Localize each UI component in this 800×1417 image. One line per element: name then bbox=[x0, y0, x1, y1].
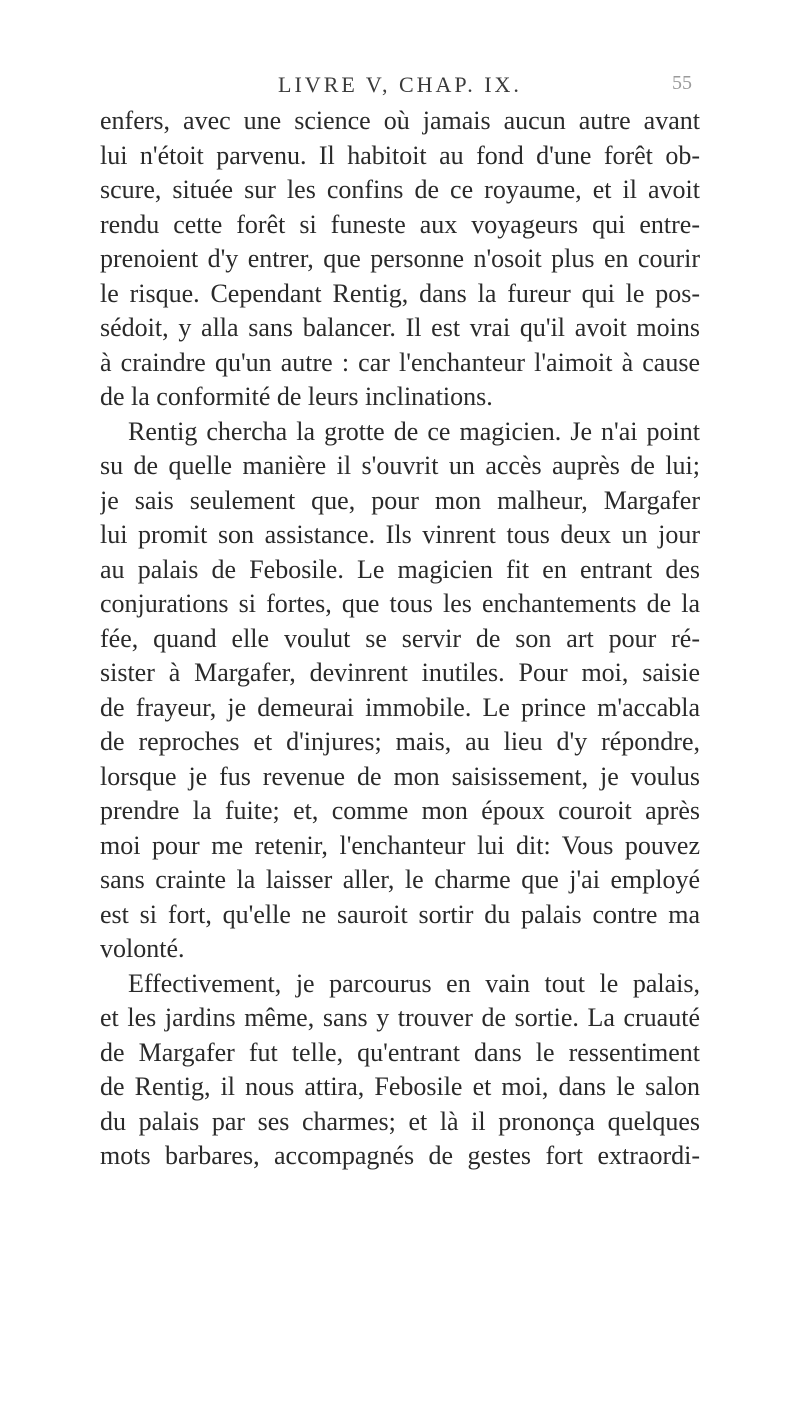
text-line: Effectivement, je parcourus en vain tout le palais, bbox=[128, 968, 700, 998]
text-line: de Rentig, il nous attira, Febosile et moi, dans le salon bbox=[100, 1072, 700, 1101]
paragraph-3 bbox=[100, 967, 700, 1174]
text-line: est si fort, qu'elle ne sauroit sortir du palais contre ma bbox=[100, 899, 700, 929]
body-text bbox=[100, 104, 700, 1174]
text-line: et les jardins même, sans y trouver de sortie. La cruauté bbox=[100, 1003, 700, 1032]
text-line: de reproches et d'injures; mais, au lieu d'y répondre, bbox=[100, 727, 700, 756]
text-line: su de quelle manière il s'ouvrit un accès auprès de lui; bbox=[100, 451, 700, 480]
text-line: du palais par ses charmes; et là il prononça quelques bbox=[100, 1106, 700, 1136]
text-line: de frayeur, je demeurai immobile. Le prince m'accabla bbox=[100, 692, 700, 722]
page-number: 55 bbox=[672, 72, 692, 94]
text-line: sans crainte la laisser aller, le charme que j'ai employé bbox=[100, 865, 700, 894]
text-line: volonté. bbox=[100, 934, 185, 963]
paragraph-1 bbox=[100, 104, 700, 415]
text-line: je sais seulement que, pour mon malheur, Margafer bbox=[100, 485, 700, 515]
text-line: rendu cette forêt si funeste aux voyageurs qui entre- bbox=[100, 209, 700, 239]
paragraph-2 bbox=[100, 415, 700, 967]
text-line: lui promit son assistance. Ils vinrent tous deux un jour bbox=[100, 520, 700, 549]
text-line: sédoit, y alla sans balancer. Il est vrai qu'il avoit moins bbox=[100, 313, 700, 342]
running-head bbox=[0, 72, 800, 102]
text-line: lorsque je fus revenue de mon saisissement, je voulus bbox=[100, 761, 700, 791]
text-line: lui n'étoit parvenu. Il habitoit au fond d'une forêt ob- bbox=[100, 140, 700, 170]
text-line: de la conformité de leurs inclinations. bbox=[100, 382, 493, 411]
text-line: enfers, avec une science où jamais aucun autre avant bbox=[100, 106, 700, 135]
text-line: le risque. Cependant Rentig, dans la fureur qui le pos- bbox=[100, 278, 700, 308]
text-line: de Margafer fut telle, qu'entrant dans le ressentiment bbox=[100, 1037, 700, 1067]
text-line: Rentig chercha la grotte de ce magicien. Je n'ai point bbox=[128, 416, 700, 446]
text-line: scure, située sur les confins de ce royaume, et il avoit bbox=[100, 175, 700, 204]
running-title: LIVRE V, CHAP. IX. bbox=[278, 72, 522, 97]
text-line: sister à Margafer, devinrent inutiles. Pour moi, saisie bbox=[100, 658, 700, 687]
text-line: prendre la fuite; et, comme mon époux couroit après bbox=[100, 796, 700, 825]
text-line: conjurations si fortes, que tous les enchantements de la bbox=[100, 589, 700, 618]
text-line: à craindre qu'un autre : car l'enchanteur l'aimoit à cause bbox=[100, 347, 700, 377]
text-line: au palais de Febosile. Le magicien fit en entrant des bbox=[100, 554, 700, 584]
text-line: mots barbares, accompagnés de gestes fort extraordi- bbox=[100, 1141, 700, 1170]
text-line: fée, quand elle voulut se servir de son art pour ré- bbox=[100, 623, 700, 653]
text-line: prenoient d'y entrer, que personne n'osoit plus en courir bbox=[100, 244, 700, 273]
text-line: moi pour me retenir, l'enchanteur lui dit: Vous pouvez bbox=[100, 830, 700, 860]
